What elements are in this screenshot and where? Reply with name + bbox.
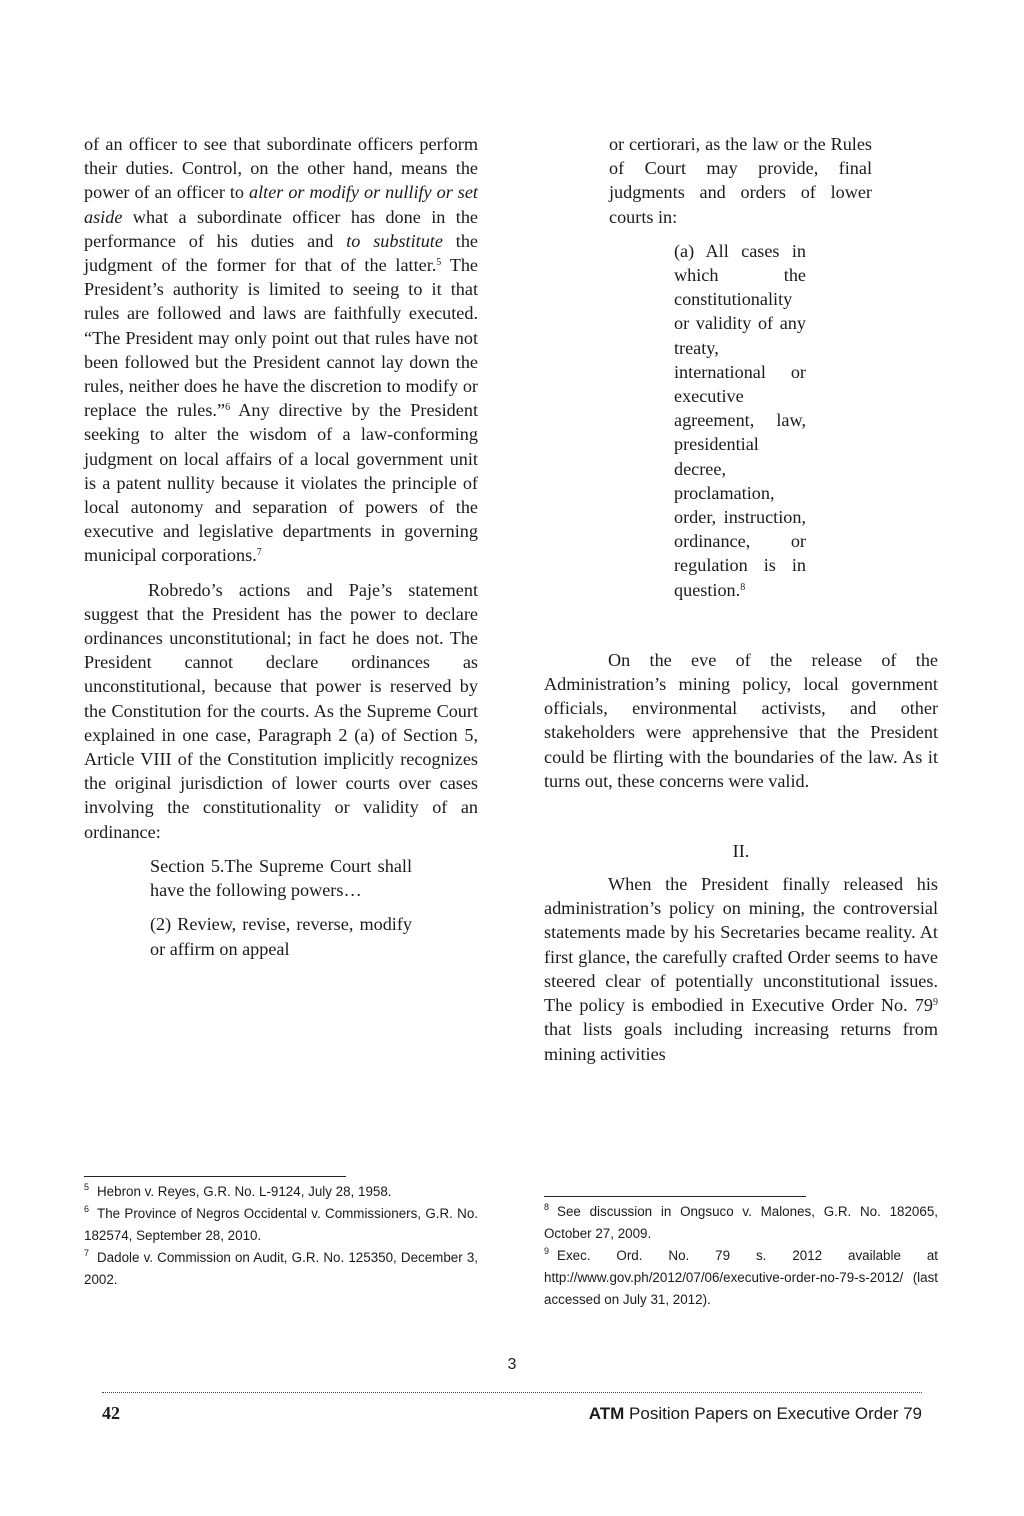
footnote-number: 9 xyxy=(544,1246,550,1256)
footnote-ref-5[interactable]: 5 xyxy=(436,257,442,269)
footnote-5 xyxy=(84,1181,478,1203)
text-run: The President’s authority is limited to seeing to it that rules are followed and laws are faithfully executed. “The President may only point out that rules have not been followed but the President cannot lay down the rules, neither does he have the discretion to modify or replace the rules.” xyxy=(84,255,478,421)
paragraph-robredo: Robredo’s actions and Paje’s statement suggest that the President has the power to declare ordinances unconstitutional; in fact he does not. The President cannot declare ordinances as unconstitutional, because that power is reserved by the Constitution for the courts. As the Supreme Court explained in one case, Paragraph 2 (a) of Section 5, Article VIII of the Constitution implicitly recognizes the original jurisdiction of lower courts over cases involving the constitutionality or validity of an ordinance: xyxy=(84,579,478,842)
paragraph-policy-released xyxy=(544,872,938,1066)
quote-line-section5: Section 5.The Supreme Court shall have the following powers… xyxy=(150,855,412,901)
footnote-7 xyxy=(84,1247,478,1291)
footnote-number: 6 xyxy=(84,1204,90,1214)
footnote-number: 7 xyxy=(84,1248,90,1258)
footnote-text: Hebron v. Reyes, G.R. No. L-9124, July 28, 1958. xyxy=(97,1184,392,1199)
italic-text: alter or modify or nullify or set aside xyxy=(84,182,478,227)
quote-line-review: (2) Review, revise, reverse, modify or affirm on appeal xyxy=(150,914,412,959)
footnote-ref-6[interactable]: 6 xyxy=(225,402,231,414)
quote-continuation: or certiorari, as the law or the Rules of Court may provide, final judgments and orders of lower courts in: xyxy=(609,134,872,227)
footnote-divider xyxy=(544,1196,806,1197)
footnote-text: The Province of Negros Occidental v. Commissioners, G.R. No. 182574, September 28, 2010. xyxy=(84,1206,478,1243)
text-run: what a subordinate officer has done in the performance of his duties and xyxy=(84,206,478,251)
footnote-9 xyxy=(544,1245,938,1311)
text-run: (a) All cases in which the constitutionality or validity of any treaty, international or executive agreement, law, presidential decree, proclamation, order, instruction, ordinance, or regulation is in question. xyxy=(674,240,806,600)
footnote-6 xyxy=(84,1203,478,1247)
italic-text: to substitute xyxy=(346,230,443,251)
text-run: that lists goals including increasing returns from mining activities xyxy=(544,1019,938,1064)
footnotes-right xyxy=(544,1196,938,1311)
footnote-divider xyxy=(84,1176,346,1177)
sub-quote-cases xyxy=(674,239,806,602)
footer-brand: ATM xyxy=(588,1404,625,1423)
left-column xyxy=(84,132,478,961)
section-heading: II. xyxy=(732,841,750,862)
footnotes-left xyxy=(84,1176,478,1291)
footnote-text[interactable]: Exec. Ord. No. 79 s. 2012 available at http://www.gov.ph/2012/07/06/executive-order-no-79-s-2012/ (last accessed on July 31, 2012). xyxy=(544,1248,938,1307)
text-run: of an officer to see that subordinate officers perform their duties. Control, on the other hand, means the power of an officer to xyxy=(84,134,478,203)
footnote-ref-9[interactable]: 9 xyxy=(933,997,938,1009)
paragraph-control-definition xyxy=(84,132,478,568)
footnote-8 xyxy=(544,1201,938,1245)
footnote-ref-8[interactable]: 8 xyxy=(740,581,746,593)
footnote-number: 5 xyxy=(84,1182,90,1192)
block-quote-section5 xyxy=(150,854,412,961)
footer-publication-title xyxy=(589,1404,922,1424)
footer-title: Position Papers on Executive Order 79 xyxy=(624,1404,922,1423)
text-run: Any directive by the President seeking to alter the wisdom of a law-conforming judgment on local affairs of a local government unit is a patent nullity because it violates the principle of local autonomy and separation of powers of the executive and legislative departments in governing municipal corporations. xyxy=(84,400,478,566)
footnote-text: See discussion in Ongsuco v. Malones, G.R. No. 182065, October 27, 2009. xyxy=(544,1204,938,1241)
inner-page-number: 3 xyxy=(507,1356,517,1373)
right-column xyxy=(544,132,938,1066)
footnote-text: Dadole v. Commission on Audit, G.R. No. 125350, December 3, 2002. xyxy=(84,1250,478,1287)
paragraph-eve-of-release: On the eve of the release of the Administration’s mining policy, local government officials, environmental activists, and other stakeholders were apprehensive that the President could be flirting with the boundaries of the law. As it turns out, these concerns were valid. xyxy=(544,649,938,791)
footnote-number: 8 xyxy=(544,1202,550,1212)
footnote-ref-7[interactable]: 7 xyxy=(256,547,262,559)
footer-dotted-rule xyxy=(102,1392,922,1393)
text-run: When the President finally released his administration’s policy on mining, the controversial statements made by his Secretaries became reality. At first glance, the carefully crafted Order seems to have steered clear of potentially unconstitutional issues. The policy is embodied in Executive Order No. 79 xyxy=(544,874,938,1016)
footer-page-number: 42 xyxy=(102,1403,120,1423)
text-run: the judgment of the former for that of the latter. xyxy=(84,230,478,276)
